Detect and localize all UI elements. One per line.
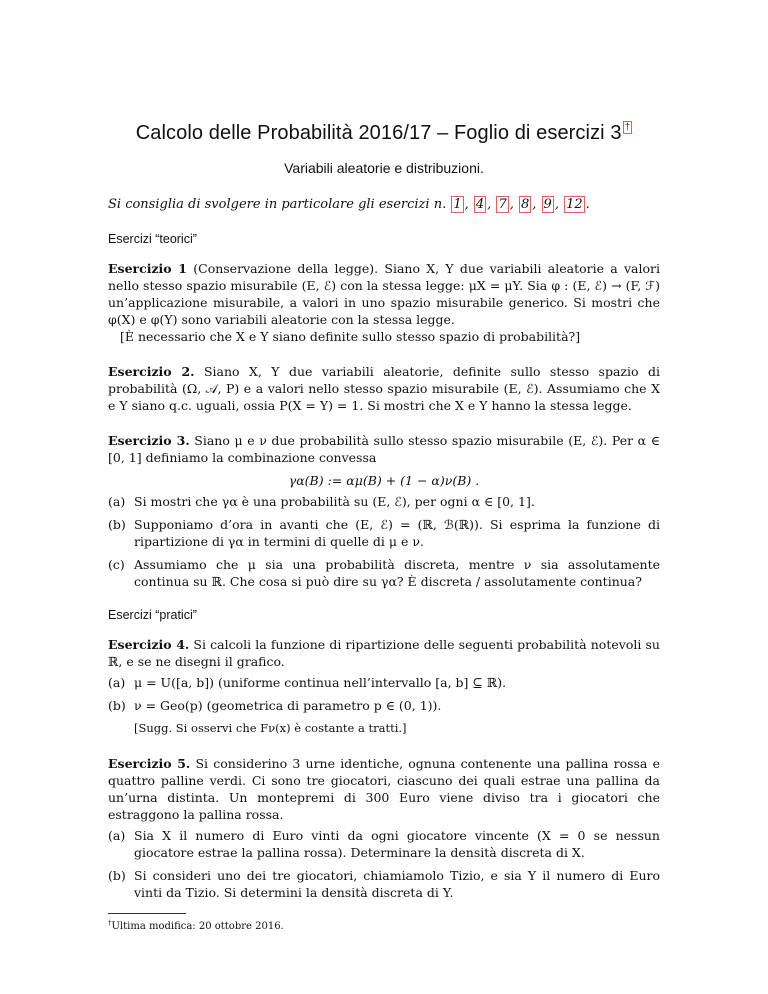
exercise-4 [108, 636, 660, 737]
exercise-5 [108, 755, 660, 901]
list-item: (c) Assumiamo che μ sia una probabilità discreta, mentre ν sia assolutamente continua su ℝ. Che cosa si può dire su γα? È discreta / assolutamente continua? [108, 557, 660, 589]
list-item: (b) ν = Geo(p) (geometrica di parametro p ∈ (0, 1)). [108, 698, 442, 713]
exercise-1-note: [È necessario che X e Y siano definite sullo stesso spazio di probabilità?] [120, 329, 581, 344]
exercise-link-7[interactable]: 7 [498, 197, 507, 212]
exercise-3-items [108, 493, 660, 590]
footnote-link[interactable]: † [624, 122, 631, 133]
footnote [108, 919, 284, 932]
section-heading-pratici: Esercizi “pratici” [108, 608, 197, 622]
footnote-text: Ultima modifica: 20 ottobre 2016. [111, 921, 284, 932]
exercise-2-heading: Esercizio 2. [108, 364, 195, 379]
document-body [108, 196, 660, 919]
exercise-2 [108, 363, 660, 414]
exercise-3-heading: Esercizio 3. [108, 433, 190, 448]
footnote-mark: † [108, 919, 112, 927]
exercise-link-9[interactable]: 9 [543, 197, 552, 212]
section-heading-teorici: Esercizi “teorici” [108, 232, 197, 246]
recommended-exercises: Si consiglia di svolgere in particolare gli esercizi n. 1 , 4 , 7 , 8 , 9 , 12 . [108, 197, 590, 212]
exercise-1-text: Siano X, Y due variabili aleatorie a valori nello stesso spazio misurabile (E, ℰ) con la stessa legge: μX = μY. Sia φ : (E, ℰ) → (F, ℱ) un’applicazione misurabile, a valori in uno spazio misurabile generico. Si mostri che φ(X) e φ(Y) sono variabili aleatorie con la stessa legge. [108, 261, 660, 327]
page-title [0, 122, 768, 145]
exercise-1-subheading: (Conservazione della legge). [193, 261, 379, 276]
exercise-1 [108, 260, 660, 345]
exercise-5-heading: Esercizio 5. [108, 756, 191, 771]
exercise-1-heading: Esercizio 1 [108, 261, 187, 276]
exercise-link-1[interactable]: 1 [453, 197, 462, 212]
list-item: (a) μ = U([a, b]) (uniforme continua nell’intervallo [a, b] ⊆ ℝ). [108, 675, 507, 690]
exercise-4-hint: [Sugg. Si osservi che Fν(x) è costante a tratti.] [134, 721, 407, 735]
exercise-4-items [108, 674, 660, 714]
list-item: (b) Si consideri uno dei tre giocatori, chiamiamolo Tizio, e sia Y il numero di Euro vinti da Tizio. Si determini la densità discreta di Y. [108, 868, 660, 900]
exercise-3-text: Siano μ e ν due probabilità sullo stesso spazio misurabile (E, ℰ). Per α ∈ [0, 1] definiamo la combinazione convessa [108, 433, 660, 465]
exercise-3 [108, 432, 660, 590]
list-item: (a) Sia X il numero di Euro vinti da ogni giocatore vincente (X = 0 se nessun giocatore estrae la pallina rossa). Determinare la densità discreta di X. [108, 828, 660, 860]
exercise-link-8[interactable]: 8 [520, 197, 530, 212]
list-item: (a) Si mostri che γα è una probabilità su (E, ℰ), per ogni α ∈ [0, 1]. [108, 494, 535, 509]
exercise-5-text: Si considerino 3 urne identiche, ognuna contenente una pallina rossa e quattro palline verdi. Ci sono tre giocatori, ciascuno dei quali estrae una pallina da un’urna distinta. Un montepremi di 300 Euro viene diviso tra i giocatori che estraggono la pallina rossa. [108, 756, 660, 822]
page-subtitle: Variabili aleatorie e distribuzioni. [284, 160, 484, 176]
footnote-divider [108, 913, 186, 914]
exercise-3-equation: γα(B) := αμ(B) + (1 − α)ν(B) . [288, 473, 480, 488]
exercise-4-text: Si calcoli la funzione di ripartizione delle seguenti probabilità notevoli su ℝ, e se ne disegni il grafico. [108, 637, 660, 669]
exercise-link-4[interactable]: 4 [475, 197, 485, 212]
title-text: Calcolo delle Probabilità 2016/17 – Foglio di esercizi 3 [135, 122, 622, 144]
exercise-5-items [108, 827, 660, 901]
exercise-link-12[interactable]: 12 [566, 197, 583, 212]
exercise-4-heading: Esercizio 4. [108, 637, 190, 652]
exercise-2-text: Siano X, Y due variabili aleatorie, definite sullo stesso spazio di probabilità (Ω, 𝒜, P) e a valori nello stesso spazio misurabile (E, ℰ). Assumiamo che X e Y siano q.c. uguali, ossia P(X = Y) = 1. Si mostri che X e Y hanno la stessa legge. [108, 364, 660, 413]
list-item: (b) Supponiamo d’ora in avanti che (E, ℰ) = (ℝ, ℬ(ℝ)). Si esprima la funzione di ripartizione di γα in termini di quelle di μ e ν. [108, 517, 660, 549]
